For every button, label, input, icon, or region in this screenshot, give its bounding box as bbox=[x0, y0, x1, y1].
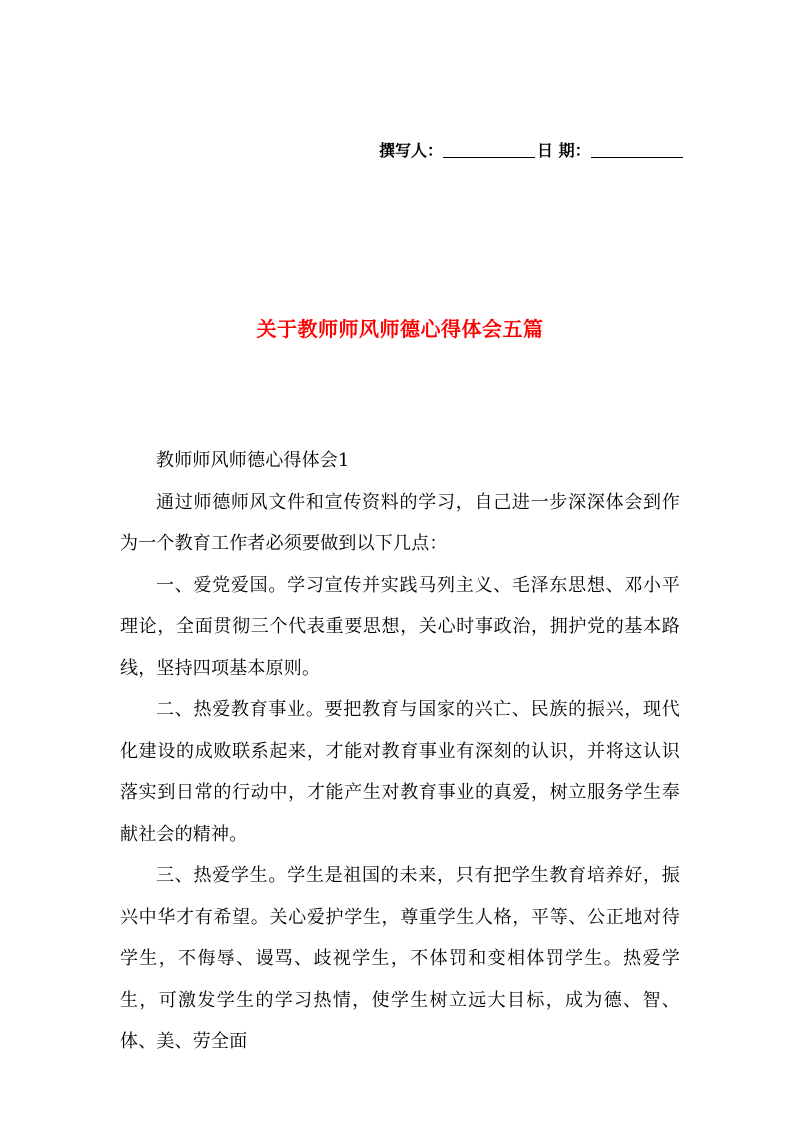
document-body bbox=[120, 440, 680, 1063]
date-label: 日 期： bbox=[537, 141, 591, 160]
section-heading: 教师师风师德心得体会1 bbox=[156, 450, 350, 471]
paragraph: 二、热爱教育事业。要把教育与国家的兴亡、民族的振兴，现代化建设的成败联系起来，才能对教育事业有深刻的认识，并将这认识落实到日常的行动中，才能产生对教育事业的真爱，树立服务学生奉献社会的精神。 bbox=[120, 699, 680, 845]
author-label: 撰写人： bbox=[379, 141, 444, 160]
date-blank bbox=[591, 143, 683, 158]
paragraph: 一、爱党爱国。学习宣传并实践马列主义、毛泽东思想、邓小平理论，全面贯彻三个代表重要思想，关心时事政治，拥护党的基本路线，坚持四项基本原则。 bbox=[120, 574, 680, 679]
document-title: 关于教师师风师德心得体会五篇 bbox=[256, 317, 544, 341]
author-date-line bbox=[379, 138, 683, 161]
paragraph: 通过师德师风文件和宣传资料的学习，自己进一步深深体会到作为一个教育工作者必须要做到以下几点： bbox=[120, 491, 680, 554]
paragraph: 三、热爱学生。学生是祖国的未来，只有把学生教育培养好，振兴中华才有希望。关心爱护学生，尊重学生人格，平等、公正地对待学生，不侮辱、谩骂、歧视学生，不体罚和变相体罚学生。热爱学生，可激发学生的学习热情，使学生树立远大目标，成为德、智、体、美、劳全面 bbox=[120, 865, 680, 1052]
author-blank bbox=[443, 143, 535, 158]
